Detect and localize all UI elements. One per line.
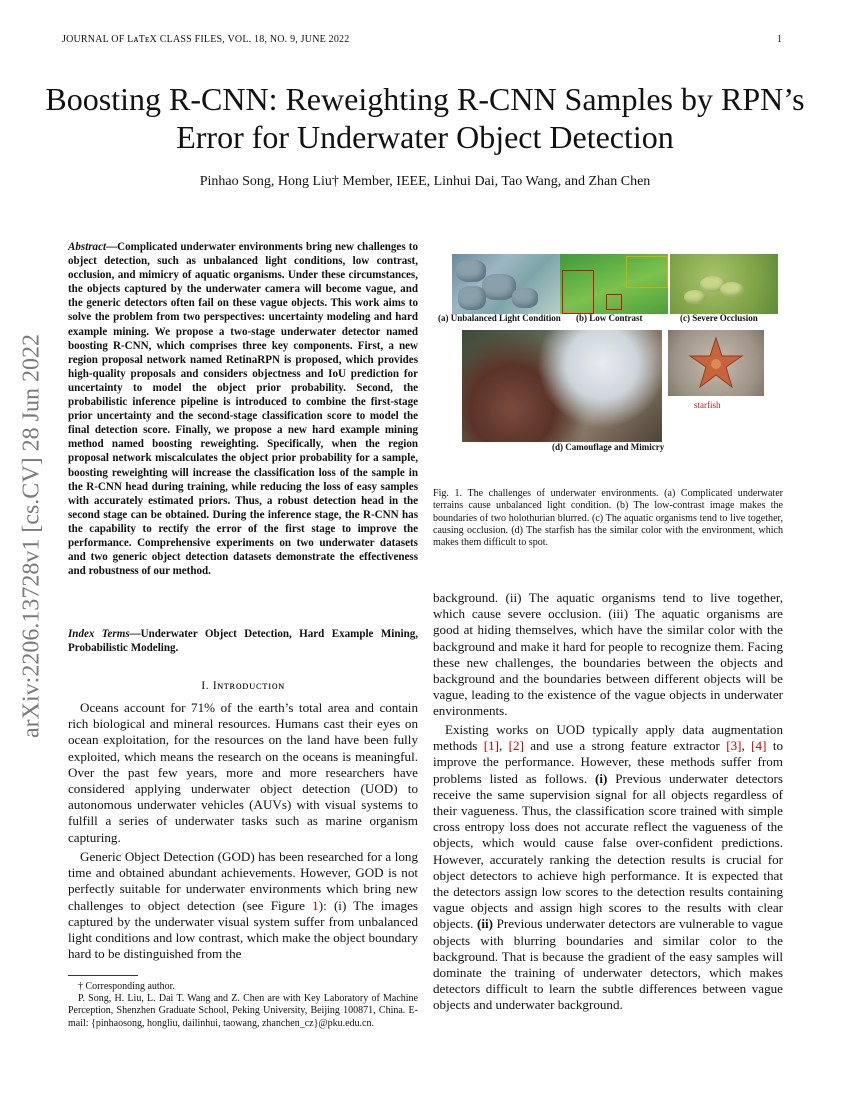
footnote-affiliation: P. Song, H. Liu, L. Dai T. Wang and Z. Chen are with Key Laboratory of Machine Perception, Shenzhen Graduate School, Peking University, Beijing 100871, China. E-mail: {pinhaosong, hongliu, dailinhui, taowang, zhanchen_cz}@pku.edu.cn. <box>68 993 418 1029</box>
paragraph-text: Existing works on UOD typically apply data augmentation methods <box>433 722 783 754</box>
intro-paragraph-2 <box>68 849 418 962</box>
citation-link[interactable]: [3] <box>726 738 742 754</box>
subfigure-label-b: (b) Low Contrast <box>576 313 643 323</box>
citation-link[interactable]: [1] <box>483 738 500 754</box>
subfigure-label-a: (a) Unbalanced Light Condition <box>438 313 561 323</box>
figure-caption: Fig. 1. The challenges of underwater environments. (a) Complicated underwater terrains cause unbalanced light condition. (b) The low-contrast image makes the boundaries of two holothurian blurred. (c) The aquatic organisms tend to live together, causing occlusion. (d) The starfish has the similar color with the environment, which makes them difficult to spot. <box>433 488 783 549</box>
abstract-text: —Complicated underwater environments bring new challenges to object detection, such as unbalanced light conditions, low contrast, occlusion, and mimicry of aquatic organisms. Under these circumstances, the objects captured by the underwater camera will become vague, and the generic detectors often fail on these vague objects. This work aims to solve the problem from two perspectives: uncertainty modeling and hard example mining. We propose a two-stage underwater detector named boosting R-CNN, which comprises three key components. First, a new region proposal network named RetinaRPN is proposed, which provides high-quality proposals and considers objectness and IoU prediction for uncertainty to model the object prior probability. Second, the probabilistic inference pipeline is introduced to combine the first-stage prior uncertainty and the second-stage classification score to model the final detection score. Finally, we propose a new hard example mining method named boosting reweighting. Specifically, when the region proposal network miscalculates the object prior probability for a sample, boosting reweighting will increase the classification loss of the sample in the R-CNN head during training, while reducing the loss of easy samples with accurately estimated priors. Thus, a robust detection head in the second stage can be obtained. During the inference stage, the R-CNN has the capability to rectify the error of the first stage to improve the performance. Comprehensive experiments on two underwater datasets and two generic object detection datasets demonstrate the effectiveness and robustness of our method. <box>68 241 418 578</box>
citation-link[interactable]: [4] <box>751 738 767 754</box>
footnotes <box>68 981 418 1030</box>
underwater-image-low-contrast <box>560 254 668 314</box>
intro-paragraph-4 <box>433 722 783 1014</box>
index-terms-text: —Underwater Object Detection, Hard Example Mining, Probabilistic Modeling. <box>68 628 418 655</box>
figure-reference-link[interactable]: 1 <box>312 897 319 913</box>
starfish-closeup-image <box>668 330 764 396</box>
underwater-image-camouflage <box>462 330 662 442</box>
index-terms <box>68 627 418 655</box>
paragraph-text: to improve the performance. However, these methods suffer from problems listed as follows. <box>433 738 783 786</box>
page-number: 1 <box>777 34 782 45</box>
paragraph-text: , <box>499 738 509 754</box>
paragraph-text: background. (ii) The aquatic organisms tend to live together, which cause severe occlusion. (iii) The aquatic organisms are good at hiding themselves, which have the similar color with the background and make it hard for people to recognize them. Facing these new challenges, the boundaries between the objects and background and the boundaries between different objects will be vague, leading to the existence of the vague objects in underwater environments. <box>433 590 783 719</box>
underwater-image-unbalanced-light <box>452 254 560 314</box>
footnote-divider <box>68 975 138 976</box>
arxiv-identifier: arXiv:2206.13728v1 [cs.CV] 28 Jun 2022 <box>18 334 45 738</box>
intro-paragraph-1 <box>68 700 418 846</box>
subfigure-label-c: (c) Severe Occlusion <box>680 313 758 323</box>
intro-paragraph-3 <box>433 590 783 720</box>
abstract-label: Abstract <box>68 241 107 253</box>
enumeration-marker: (ii) <box>476 916 493 932</box>
paragraph-text: Generic Object Detection (GOD) has been researched for a long time and obtained abundant achievements. However, GOD is not perfectly suitable for underwater environments which bring new challenges to object detection (see Figure <box>68 849 418 913</box>
paragraph-text: Previous underwater detectors are vulnerable to vague objects with blurring boundaries and similar color to the background. That is because the gradient of the easy samples will dominate the training of underwater detectors, which makes detectors difficult to learn the subtle differences between vague objects and underwater background. <box>433 916 783 1013</box>
author-list: Pinhao Song, Hong Liu† Member, IEEE, Linhui Dai, Tao Wang, and Zhan Chen <box>199 174 651 189</box>
section-heading-introduction: I. Iɴᴛʀᴏᴅᴜᴄᴛɪᴏɴ <box>201 678 285 692</box>
index-terms-label: Index Terms <box>68 628 130 640</box>
paragraph-text: Previous underwater detectors receive the same supervision signal for all objects regardless of their vagueness. Thus, the classification score trained with simple cross entropy loss does not accurate reflect the vagueness of the objects, which would cause false over-confident predictions. However, accurately ranking the detection results is crucial for object detectors to achieve high performance. It is expected that the detectors assign low scores to the detection results containing vague objects and assign high scores to the results with clear objects. <box>433 770 783 932</box>
abstract <box>68 240 418 578</box>
footnote-corresponding: † Corresponding author. <box>78 981 175 992</box>
arxiv-stamp <box>12 296 52 776</box>
citation-link[interactable]: [2] <box>508 738 524 754</box>
starfish-icon <box>686 336 746 390</box>
starfish-label: starfish <box>694 400 721 410</box>
figure-1 <box>432 250 784 462</box>
paragraph-text: Oceans account for 71% of the earth’s total area and contain rich biological and mineral resources. Humans cast their eyes on ocean exploitation, for the resources on the land have been fully exploited, which means the research on the oceans is meaningful. Over the past few years, more and more researchers have considered applying underwater object detection (UOD) to autonomous underwater vehicles (AUVs) with visual systems to fulfill a series of underwater tasks such as marine organism capturing. <box>68 700 418 845</box>
enumeration-marker: (i) <box>595 770 608 786</box>
paragraph-text: and use a strong feature extractor <box>523 738 727 754</box>
paragraph-text: ): (i) The images captured by the underwater visual system suffer from unbalanced light conditions and low contrast, which make the object boundary hard to be distinguished from the <box>68 897 418 962</box>
underwater-image-severe-occlusion <box>670 254 778 314</box>
subfigure-label-d: (d) Camouflage and Mimicry <box>552 442 665 452</box>
paragraph-text: , <box>741 738 752 754</box>
paper-title: Boosting R-CNN: Reweighting R-CNN Samples by RPN’s Error for Underwater Object Detection <box>45 81 805 155</box>
running-header: JOURNAL OF LᴀTᴇX CLASS FILES, VOL. 18, NO. 9, JUNE 2022 <box>62 34 350 45</box>
